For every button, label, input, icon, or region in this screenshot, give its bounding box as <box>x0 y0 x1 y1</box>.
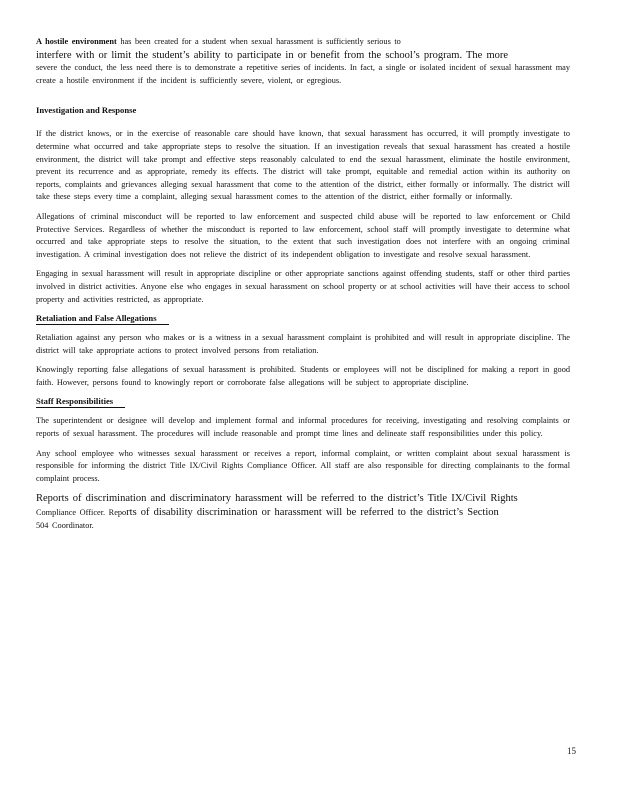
staff-p3-line-2a: Compliance Officer. Repo <box>36 508 127 518</box>
policy-page <box>36 36 570 532</box>
investigation-paragraph-3: Engaging in sexual harassment will result in appropriate discipline or other appropriate sanctions against offending students, staff or other third parties involved in district activities. Anyone else who engages in sexual harassment on school property or at school activities will have their access to school property and activities restricted, as appropriate. <box>36 269 570 304</box>
staff-p3-line-1: Reports of discrimination and discriminatory harassment will be referred to the district’s Title IX/Civil Rights <box>36 493 518 505</box>
staff-p3-line-2b: rts of disability discrimination or harassment will be referred to the district’s Section <box>126 507 499 519</box>
page-number: 15 <box>567 746 576 756</box>
investigation-heading: Investigation and Response <box>36 105 137 116</box>
investigation-paragraph-1: If the district knows, or in the exercise of reasonable care should have known, that sexual harassment has occurred, it will promptly investigate to determine what occurred and take appropriate steps to resolve the situation. If an investigation reveals that sexual harassment has created a hostile environment, the district will take prompt and effective steps reasonably calculated to end the sexual harassment, eliminate the hostile environment, prevent its recurrence and as appropriate, remedy its effects. The district will take prompt, equitable and remedial action within its authority on reports, complaints and grievances alleging sexual harassment that come to the attention of the district, either formally or informally. The district will take these steps every time a complaint, alleging sexual harassment comes to the attention of the district, either formally or informally. <box>36 129 570 202</box>
intro-lead: A hostile environment <box>36 37 117 46</box>
retaliation-paragraph-2: Knowingly reporting false allegations of sexual harassment is prohibited. Students or employees will not be disciplined for making a report in good faith. However, persons found to knowingly report or corroborate false allegations will be subject to appropriate discipline. <box>36 365 570 387</box>
intro-paragraph <box>36 36 570 87</box>
intro-lead-rest: has been created for a student when sexual harassment is sufficiently serious to <box>116 37 401 46</box>
retaliation-heading: Retaliation and False Allegations <box>36 312 169 325</box>
staff-paragraph-2: Any school employee who witnesses sexual harassment or receives a report, informal complaint, or written complaint about sexual harassment is responsible for informing the district Title IX/Civil Rights Compliance Officer. All staff are also responsible for directing complainants to the formal complaint process. <box>36 448 570 483</box>
staff-p3-line-3: 504 Coordinator. <box>36 520 94 530</box>
investigation-paragraph-2: Allegations of criminal misconduct will be reported to law enforcement and suspected child abuse will be reported to law enforcement or Child Protective Services. Regardless of whether the misconduct is reported to law enforcement, school staff will promptly investigate to determine what occurred and take appropriate steps to resolve the situation, to the extent that such investigation does not interfere with an ongoing criminal investigation. A criminal investigation does not relieve the district of its independent obligation to investigate and resolve sexual harassment. <box>36 211 570 259</box>
intro-line-2: interfere with or limit the student’s ability to participate in or benefit from the school’s program. The more <box>36 49 509 61</box>
staff-paragraph-1: The superintendent or designee will develop and implement formal and informal procedures for receiving, investigating and resolving complaints or reports of sexual harassment. The procedures will include reasonable and prompt time lines and delineate staff responsibilities under this policy. <box>36 416 570 439</box>
retaliation-paragraph-1: Retaliation against any person who makes or is a witness in a sexual harassment complaint is prohibited and will result in appropriate discipline. The district will take appropriate actions to protect involved persons from retaliation. <box>36 333 570 355</box>
staff-paragraph-3 <box>36 492 570 532</box>
intro-rest: severe the conduct, the less need there is to demonstrate a repetitive series of incidents. In fact, a single or isolated incident of sexual harassment may create a hostile environment if the incident is sufficiently severe, violent, or egregious. <box>36 63 570 85</box>
staff-heading: Staff Responsibilities <box>36 395 125 408</box>
